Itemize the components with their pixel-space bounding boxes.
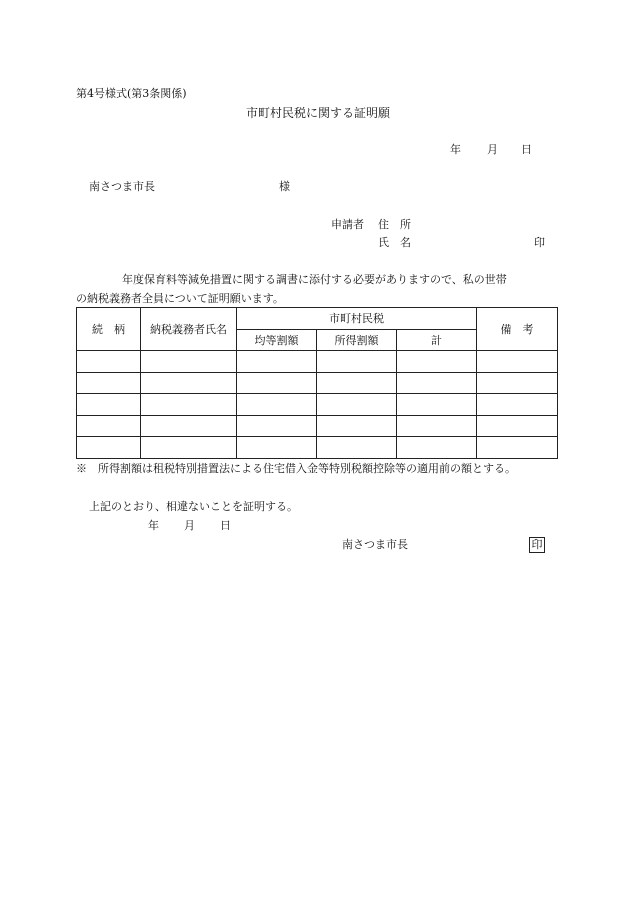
- table-cell: [477, 372, 558, 394]
- header-per-capita: 均等割額: [237, 330, 317, 351]
- header-relation: 続 柄: [77, 308, 141, 351]
- table-row: [77, 394, 558, 416]
- table-cell: [317, 351, 397, 373]
- table-cell: [77, 351, 141, 373]
- certification-text: 上記のとおり、相違ないことを証明する。: [89, 500, 298, 513]
- table-cell: [317, 394, 397, 416]
- certification-day-label: 日: [220, 519, 231, 532]
- table-cell: [237, 372, 317, 394]
- date-month-label: 月: [487, 143, 498, 156]
- table-cell: [237, 351, 317, 373]
- body-text-line1: 年度保育料等減免措置に関する調書に添付する必要がありますので、私の世帯: [122, 273, 507, 286]
- official-seal-box: 印: [529, 537, 545, 553]
- table-row: [77, 351, 558, 373]
- certification-issuer: 南さつま市長: [342, 538, 408, 551]
- table-cell: [477, 437, 558, 459]
- table-cell: [397, 351, 477, 373]
- table-cell: [77, 394, 141, 416]
- form-number: 第4号様式(第3条関係): [76, 87, 187, 100]
- applicant-seal-mark: 印: [534, 236, 545, 249]
- table-cell: [317, 415, 397, 437]
- certification-year-label: 年: [148, 519, 159, 532]
- body-text-line2: の納税義務者全員について証明願います。: [76, 292, 284, 305]
- applicant-address-label: 住 所: [378, 218, 411, 231]
- table-cell: [237, 437, 317, 459]
- applicant-name-label: 氏 名: [378, 236, 411, 249]
- table-cell: [317, 372, 397, 394]
- addressee-honorific: 様: [279, 180, 290, 193]
- addressee-city: 南さつま市長: [89, 180, 155, 193]
- header-remarks: 備 考: [477, 308, 558, 351]
- certification-month-label: 月: [184, 519, 195, 532]
- table-cell: [141, 351, 237, 373]
- table-cell: [237, 415, 317, 437]
- table-cell: [397, 372, 477, 394]
- table-cell: [397, 394, 477, 416]
- table-cell: [77, 437, 141, 459]
- table-cell: [77, 415, 141, 437]
- document-title: 市町村民税に関する証明願: [246, 106, 391, 120]
- table-cell: [141, 437, 237, 459]
- table-cell: [397, 415, 477, 437]
- table-cell: [397, 437, 477, 459]
- table-cell: [141, 415, 237, 437]
- table-cell: [317, 437, 397, 459]
- table-row: [77, 437, 558, 459]
- date-day-label: 日: [521, 143, 532, 156]
- table-cell: [477, 351, 558, 373]
- tax-certificate-table: [76, 307, 558, 459]
- header-income: 所得割額: [317, 330, 397, 351]
- date-year-label: 年: [450, 143, 461, 156]
- table-cell: [77, 372, 141, 394]
- table-cell: [141, 372, 237, 394]
- table-cell: [141, 394, 237, 416]
- table-cell: [237, 394, 317, 416]
- table-cell: [477, 394, 558, 416]
- income-tax-note: ※ 所得割額は租税特別措置法による住宅借入金等特別税額控除等の適用前の額とする。: [76, 462, 516, 475]
- header-taxpayer-name: 納税義務者氏名: [141, 308, 237, 351]
- table-row: [77, 372, 558, 394]
- applicant-label: 申請者: [331, 218, 364, 231]
- header-total: 計: [397, 330, 477, 351]
- header-municipal-tax: 市町村民税: [237, 308, 477, 330]
- table-cell: [477, 415, 558, 437]
- table-row: [77, 415, 558, 437]
